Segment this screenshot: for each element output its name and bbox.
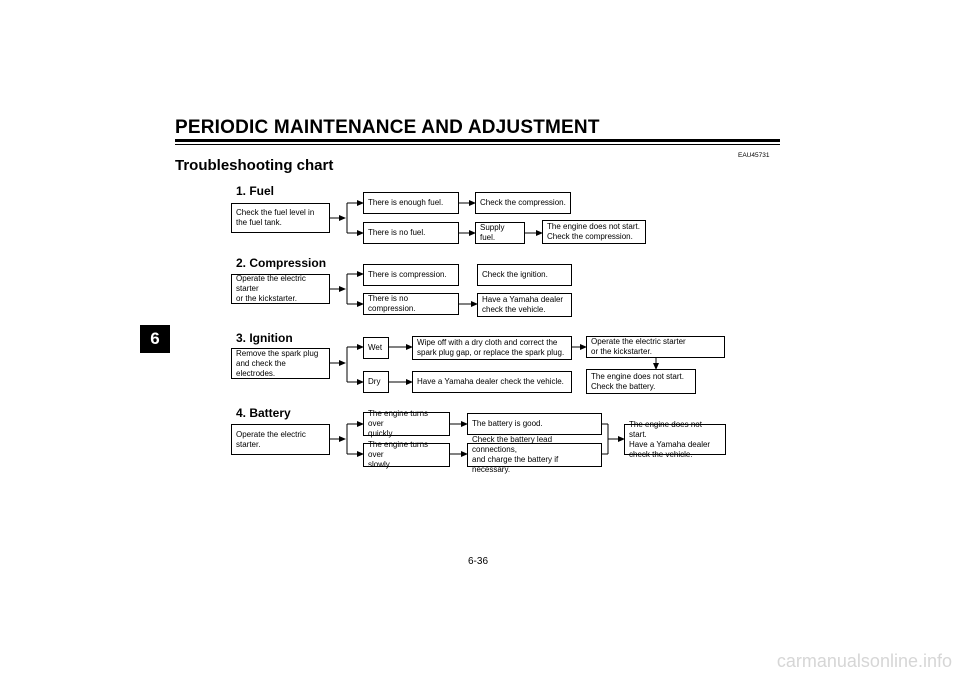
compression-check-ignition-box: Check the ignition. <box>477 264 572 286</box>
battery-heading: 4. Battery <box>236 406 291 420</box>
ignition-not-start-box: The engine does not start. Check the battery. <box>586 369 696 394</box>
compression-heading: 2. Compression <box>236 256 327 270</box>
section-code: EAU45731 <box>738 152 770 159</box>
section-title: Troubleshooting chart <box>175 157 334 174</box>
watermark: carmanualsonline.info <box>776 651 952 671</box>
compression-dealer-box: Have a Yamaha dealer check the vehicle. <box>477 293 572 317</box>
fuel-supply-box: Supply fuel. <box>475 222 525 244</box>
compression-no-box: There is no compression. <box>363 293 459 315</box>
fuel-check-level-box: Check the fuel level in the fuel tank. <box>231 203 330 233</box>
ignition-dry-box: Dry <box>363 371 389 393</box>
chapter-tab[interactable]: 6 <box>140 325 170 353</box>
battery-slow-box: The engine turns over slowly. <box>363 443 450 467</box>
fuel-enough-box: There is enough fuel. <box>363 192 459 214</box>
battery-operate-box: Operate the electric starter. <box>231 424 330 455</box>
ignition-remove-plug-box: Remove the spark plug and check the electrodes. <box>231 348 330 379</box>
ignition-dry-action-box: Have a Yamaha dealer check the vehicle. <box>412 371 572 393</box>
battery-not-start-box: The engine does not start. Have a Yamaha dealer check the vehicle. <box>624 424 726 455</box>
compression-operate-box: Operate the electric starter or the kickstarter. <box>231 274 330 304</box>
ignition-wet-box: Wet <box>363 337 389 359</box>
ignition-operate-box: Operate the electric starter or the kickstarter. <box>586 336 725 358</box>
page-header-title: PERIODIC MAINTENANCE AND ADJUSTMENT <box>175 117 600 138</box>
ignition-wet-action-box: Wipe off with a dry cloth and correct the spark plug gap, or replace the spark plug. <box>412 336 572 360</box>
ignition-heading: 3. Ignition <box>236 331 293 345</box>
fuel-check-compression-box: Check the compression. <box>475 192 571 214</box>
compression-yes-box: There is compression. <box>363 264 459 286</box>
fuel-none-box: There is no fuel. <box>363 222 459 244</box>
battery-good-box: The battery is good. <box>467 413 602 435</box>
battery-charge-box: Check the battery lead connections, and charge the battery if necessary. <box>467 443 602 467</box>
battery-quick-box: The engine turns over quickly. <box>363 412 450 436</box>
fuel-not-start-box: The engine does not start. Check the compression. <box>542 220 646 244</box>
page-number: 6-36 <box>468 556 489 567</box>
fuel-heading: 1. Fuel <box>236 184 275 198</box>
